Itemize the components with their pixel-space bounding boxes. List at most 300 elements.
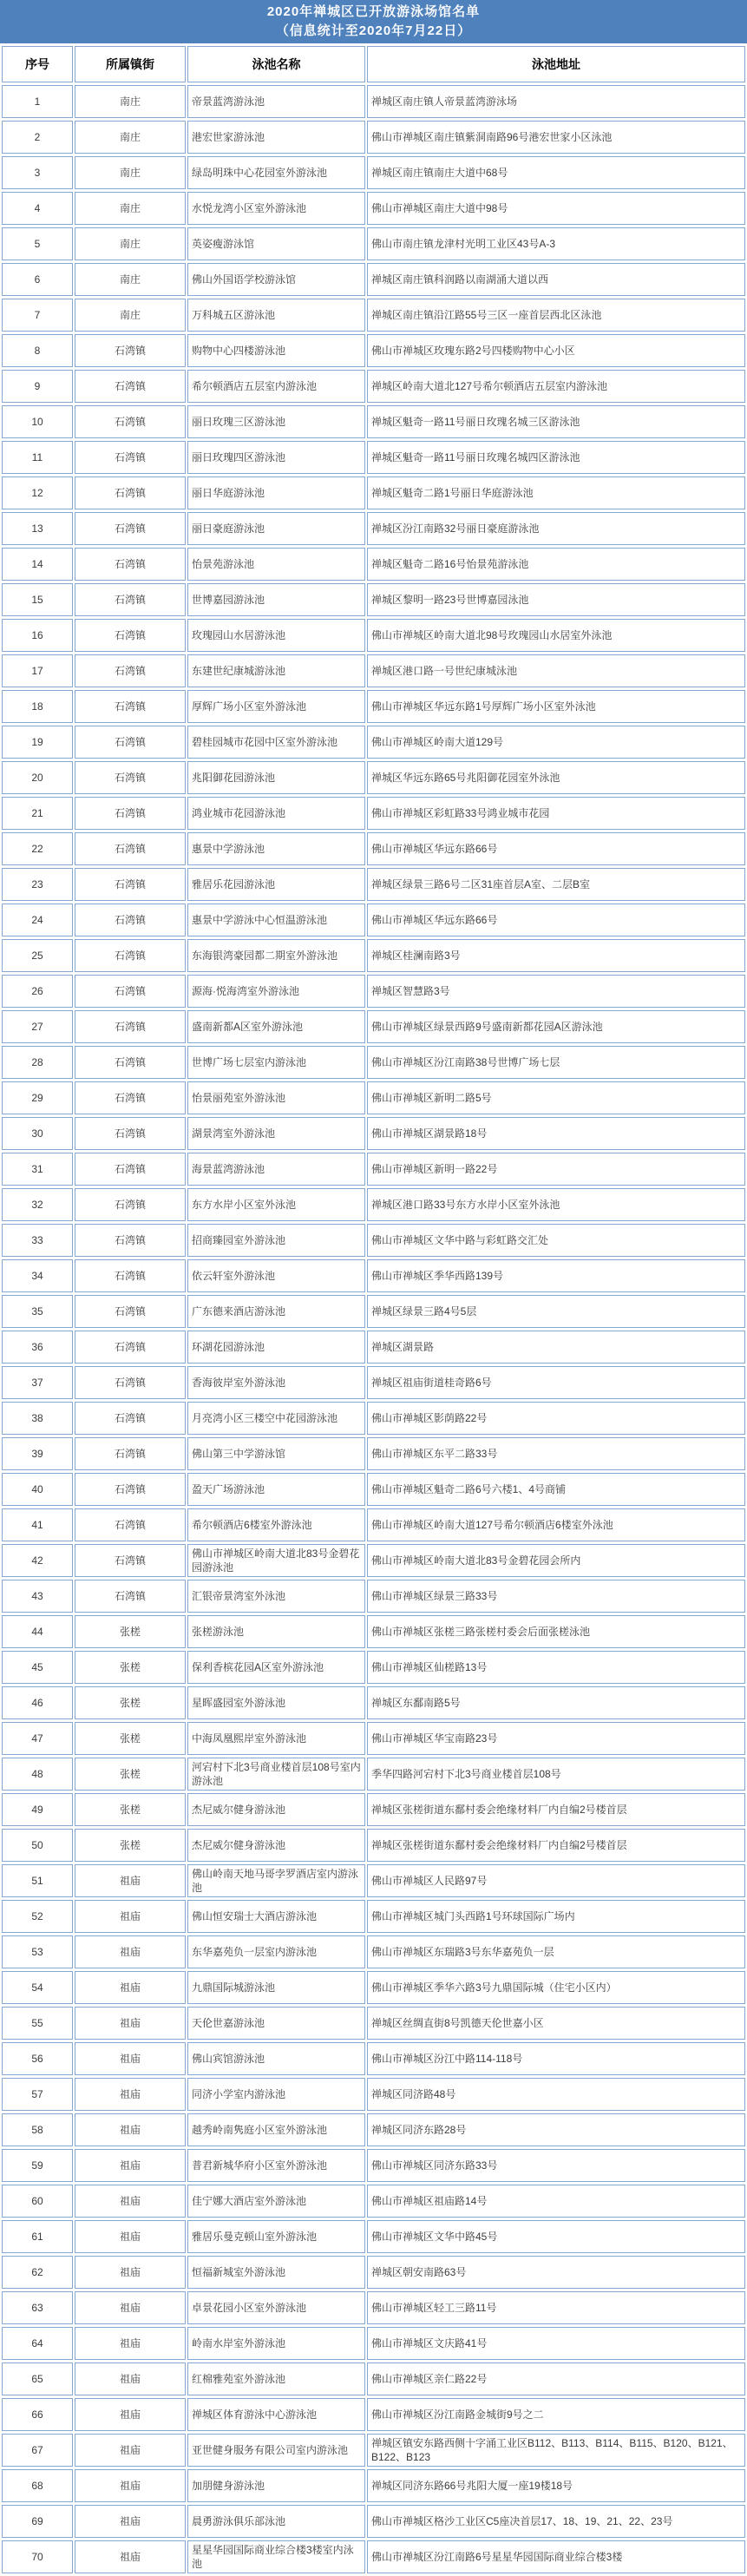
cell-index: 58: [2, 2113, 73, 2146]
cell-pool-name: 汇银帝景湾室外泳池: [187, 1580, 365, 1613]
cell-town: 祖庙: [75, 1864, 186, 1897]
cell-town: 石湾镇: [75, 868, 186, 901]
table-row: [2, 1331, 745, 1364]
cell-pool-address: 佛山市禅城区汾江南路金城街9号之二: [367, 2398, 745, 2431]
cell-pool-name: 九鼎国际城游泳池: [187, 1971, 365, 2004]
table-row: [2, 263, 745, 296]
cell-pool-name: 万科城五区游泳池: [187, 299, 365, 332]
cell-index: 19: [2, 726, 73, 759]
cell-town: 祖庙: [75, 2362, 186, 2395]
cell-pool-name: 东海银湾豪园都二期室外游泳池: [187, 939, 365, 972]
cell-pool-address: 禅城区朝安南路63号: [367, 2256, 745, 2289]
table-row: [2, 2291, 745, 2324]
cell-index: 51: [2, 1864, 73, 1897]
table-row: [2, 1900, 745, 1933]
cell-index: 65: [2, 2362, 73, 2395]
cell-index: 46: [2, 1686, 73, 1719]
cell-town: 祖庙: [75, 1935, 186, 1968]
cell-pool-address: 佛山市禅城区东瑞路3号东华嘉苑负一层: [367, 1935, 745, 1968]
cell-pool-address: 佛山市禅城区绿景西路9号盛南新都花园A区游泳池: [367, 1010, 745, 1043]
cell-pool-address: 佛山市禅城区仙槎路13号: [367, 1651, 745, 1684]
cell-index: 70: [2, 2540, 73, 2573]
cell-town: 南庄: [75, 263, 186, 296]
cell-town: 石湾镇: [75, 512, 186, 545]
cell-pool-address: 佛山市禅城区华宝南路23号: [367, 1722, 745, 1755]
cell-town: 祖庙: [75, 2505, 186, 2538]
table-row: [2, 1081, 745, 1114]
table-row: [2, 2434, 745, 2467]
cell-pool-name: 佛山市禅城区岭南大道北83号金碧花园游泳池: [187, 1544, 365, 1577]
cell-town: 祖庙: [75, 2149, 186, 2182]
cell-pool-address: 佛山市禅城区岭南大道129号: [367, 726, 745, 759]
cell-index: 20: [2, 761, 73, 794]
cell-town: 石湾镇: [75, 1331, 186, 1364]
cell-pool-address: 佛山市禅城区东平二路33号: [367, 1437, 745, 1470]
cell-pool-address: 佛山市禅城区亲仁路22号: [367, 2362, 745, 2395]
cell-pool-address: 佛山市禅城区新明一路22号: [367, 1153, 745, 1186]
cell-pool-name: 水悦龙湾小区室外游泳池: [187, 192, 365, 225]
cell-pool-address: 禅城区镇安东路西侧十字涌工业区B112、B113、B114、B115、B120、B121、B122、B123: [367, 2434, 745, 2467]
cell-pool-address: 禅城区张槎街道东鄱村委会绝缘材料厂内自编2号楼首层: [367, 1829, 745, 1862]
cell-index: 13: [2, 512, 73, 545]
cell-pool-name: 希尔顿酒店五层室内游泳池: [187, 370, 365, 403]
table-row: [2, 476, 745, 509]
cell-town: 祖庙: [75, 2113, 186, 2146]
cell-index: 54: [2, 1971, 73, 2004]
cell-pool-name: 禅城区体育游泳中心游泳池: [187, 2398, 365, 2431]
cell-pool-address: 禅城区湖景路: [367, 1331, 745, 1364]
cell-town: 石湾镇: [75, 1188, 186, 1221]
cell-pool-name: 湖景湾室外游泳池: [187, 1117, 365, 1150]
cell-town: 石湾镇: [75, 1508, 186, 1541]
cell-town: 石湾镇: [75, 476, 186, 509]
cell-pool-name: 怡景丽苑室外游泳池: [187, 1081, 365, 1114]
table-row: [2, 121, 745, 154]
cell-index: 11: [2, 441, 73, 474]
cell-pool-address: 佛山市南庄镇龙津村光明工业区43号A-3: [367, 227, 745, 260]
cell-pool-name: 天伦世嘉游泳池: [187, 2007, 365, 2040]
cell-pool-name: 丽日豪庭游泳池: [187, 512, 365, 545]
cell-pool-address: 佛山市禅城区华远东路66号: [367, 832, 745, 865]
table-row: [2, 2540, 745, 2573]
cell-pool-address: 禅城区智慧路3号: [367, 975, 745, 1008]
table-row: [2, 2362, 745, 2395]
table-row: [2, 1473, 745, 1506]
cell-town: 祖庙: [75, 2434, 186, 2467]
page-title-line1: 2020年禅城区已开放游泳场馆名单: [266, 4, 481, 20]
cell-index: 64: [2, 2327, 73, 2360]
cell-pool-address: 佛山市禅城区城门头西路1号环球国际广场内: [367, 1900, 745, 1933]
column-header-town: 所属镇街: [75, 46, 186, 82]
cell-town: 祖庙: [75, 2042, 186, 2075]
cell-pool-address: 禅城区张槎街道东鄱村委会绝缘材料厂内自编2号楼首层: [367, 1793, 745, 1826]
table-row: [2, 2327, 745, 2360]
cell-pool-name: 岭南水岸室外游泳池: [187, 2327, 365, 2360]
table-row: [2, 1722, 745, 1755]
cell-pool-address: 禅城区魁奇二路16号怡景苑游泳池: [367, 548, 745, 581]
cell-pool-name: 玫瑰园山水居游泳池: [187, 619, 365, 652]
cell-pool-address: 佛山市禅城区绿景三路33号: [367, 1580, 745, 1613]
cell-town: 南庄: [75, 192, 186, 225]
cell-pool-name: 惠景中学游泳中心恒温游泳池: [187, 904, 365, 936]
cell-pool-address: 禅城区南庄镇沿江路55号三区一座首层西北区泳池: [367, 299, 745, 332]
table-row: [2, 1295, 745, 1328]
table-row: [2, 2149, 745, 2182]
cell-index: 16: [2, 619, 73, 652]
cell-index: 69: [2, 2505, 73, 2538]
table-row: [2, 370, 745, 403]
cell-index: 38: [2, 1402, 73, 1435]
cell-pool-address: 佛山市禅城区祖庙路14号: [367, 2185, 745, 2218]
table-row: [2, 1117, 745, 1150]
cell-pool-address: 佛山市禅城区华远东路1号厚辉广场小区室外泳池: [367, 690, 745, 723]
cell-pool-name: 世博广场七层室内游泳池: [187, 1046, 365, 1079]
cell-pool-address: 禅城区祖庙街道桂奇路6号: [367, 1366, 745, 1399]
cell-town: 祖庙: [75, 2078, 186, 2111]
cell-index: 40: [2, 1473, 73, 1506]
table-row: [2, 619, 745, 652]
cell-town: 祖庙: [75, 2398, 186, 2431]
cell-town: 石湾镇: [75, 1402, 186, 1435]
cell-index: 67: [2, 2434, 73, 2467]
table-row: [2, 1046, 745, 1079]
cell-pool-name: 香海彼岸室外游泳池: [187, 1366, 365, 1399]
cell-pool-address: 禅城区绿景三路4号5层: [367, 1295, 745, 1328]
cell-index: 7: [2, 299, 73, 332]
table-row: [2, 2185, 745, 2218]
cell-pool-name: 越秀岭南隽庭小区室外游泳池: [187, 2113, 365, 2146]
table-row: [2, 156, 745, 189]
table-row: [2, 2256, 745, 2289]
cell-pool-address: 禅城区东鄱南路5号: [367, 1686, 745, 1719]
cell-town: 祖庙: [75, 2220, 186, 2253]
cell-pool-name: 佛山宾馆游泳池: [187, 2042, 365, 2075]
cell-town: 石湾镇: [75, 405, 186, 438]
cell-index: 1: [2, 85, 73, 118]
cell-pool-name: 佛山第三中学游泳馆: [187, 1437, 365, 1470]
cell-index: 21: [2, 797, 73, 830]
cell-pool-address: 禅城区岭南大道北127号希尔顿酒店五层室内游泳池: [367, 370, 745, 403]
cell-town: 石湾镇: [75, 832, 186, 865]
cell-pool-address: 佛山市禅城区轻工三路11号: [367, 2291, 745, 2324]
cell-pool-address: 佛山市禅城区新明二路5号: [367, 1081, 745, 1114]
cell-town: 南庄: [75, 299, 186, 332]
table-row: [2, 1010, 745, 1043]
cell-pool-address: 佛山市禅城区岭南大道北83号金碧花园会所内: [367, 1544, 745, 1577]
cell-town: 南庄: [75, 227, 186, 260]
table-row: [2, 1224, 745, 1257]
cell-town: 石湾镇: [75, 370, 186, 403]
cell-town: 石湾镇: [75, 975, 186, 1008]
cell-pool-name: 碧桂园城市花园中区室外游泳池: [187, 726, 365, 759]
cell-index: 6: [2, 263, 73, 296]
cell-index: 18: [2, 690, 73, 723]
cell-index: 45: [2, 1651, 73, 1684]
cell-town: 石湾镇: [75, 1081, 186, 1114]
cell-pool-address: 佛山市禅城区岭南大道127号希尔顿酒店6楼室外泳池: [367, 1508, 745, 1541]
cell-index: 32: [2, 1188, 73, 1221]
cell-pool-name: 盛南新都A区室外游泳池: [187, 1010, 365, 1043]
cell-index: 41: [2, 1508, 73, 1541]
cell-pool-address: 禅城区桂澜南路3号: [367, 939, 745, 972]
cell-town: 张槎: [75, 1722, 186, 1755]
cell-pool-address: 禅城区绿景三路6号二区31座首层A室、二层B室: [367, 868, 745, 901]
cell-pool-address: 季华四路河宕村下北3号商业楼首层108号: [367, 1758, 745, 1791]
cell-town: 石湾镇: [75, 1437, 186, 1470]
table-row: [2, 939, 745, 972]
cell-pool-address: 禅城区魁奇一路11号丽日玫瑰名城三区游泳池: [367, 405, 745, 438]
cell-town: 石湾镇: [75, 441, 186, 474]
table-row: [2, 1864, 745, 1897]
cell-index: 57: [2, 2078, 73, 2111]
cell-town: 祖庙: [75, 2256, 186, 2289]
cell-index: 27: [2, 1010, 73, 1043]
cell-index: 2: [2, 121, 73, 154]
cell-town: 石湾镇: [75, 619, 186, 652]
cell-index: 39: [2, 1437, 73, 1470]
table-row: [2, 1188, 745, 1221]
cell-pool-address: 佛山市禅城区华远东路66号: [367, 904, 745, 936]
cell-town: 南庄: [75, 121, 186, 154]
cell-pool-name: 卓景花园小区室外游泳池: [187, 2291, 365, 2324]
table-row: [2, 2007, 745, 2040]
table-row: [2, 441, 745, 474]
cell-index: 52: [2, 1900, 73, 1933]
cell-pool-address: 禅城区黎明一路23号世博嘉园泳池: [367, 583, 745, 616]
cell-index: 12: [2, 476, 73, 509]
cell-pool-address: 禅城区华远东路65号兆阳御花园室外泳池: [367, 761, 745, 794]
cell-pool-name: 同济小学室内游泳池: [187, 2078, 365, 2111]
cell-town: 石湾镇: [75, 1046, 186, 1079]
cell-town: 石湾镇: [75, 334, 186, 367]
cell-town: 祖庙: [75, 2185, 186, 2218]
column-header-name: 泳池名称: [187, 46, 365, 82]
cell-index: 28: [2, 1046, 73, 1079]
cell-pool-address: 佛山市禅城区岭南大道北98号玫瑰园山水居室外泳池: [367, 619, 745, 652]
cell-pool-address: 禅城区港口路一号世纪康城泳池: [367, 654, 745, 687]
cell-pool-address: 佛山市禅城区季华六路3号九鼎国际城（住宅小区内）: [367, 1971, 745, 2004]
table-row: [2, 1259, 745, 1292]
cell-index: 24: [2, 904, 73, 936]
cell-index: 10: [2, 405, 73, 438]
cell-pool-address: 禅城区南庄镇人帝景蓝湾游泳场: [367, 85, 745, 118]
table-row: [2, 334, 745, 367]
pool-table: [0, 43, 747, 2576]
cell-pool-name: 加朋健身游泳池: [187, 2469, 365, 2502]
table-row: [2, 1580, 745, 1613]
cell-pool-name: 鸿业城市花园游泳池: [187, 797, 365, 830]
cell-pool-name: 红棉雅苑室外游泳池: [187, 2362, 365, 2395]
cell-pool-name: 帝景蓝湾游泳池: [187, 85, 365, 118]
cell-index: 14: [2, 548, 73, 581]
cell-pool-name: 东方水岸小区室外泳池: [187, 1188, 365, 1221]
cell-index: 17: [2, 654, 73, 687]
table-row: [2, 975, 745, 1008]
cell-pool-name: 雅居乐曼克顿山室外游泳池: [187, 2220, 365, 2253]
cell-index: 33: [2, 1224, 73, 1257]
cell-pool-address: 禅城区魁奇一路11号丽日玫瑰名城四区游泳池: [367, 441, 745, 474]
table-row: [2, 1829, 745, 1862]
cell-pool-name: 中海凤凰熙岸室外游泳池: [187, 1722, 365, 1755]
cell-pool-name: 恒福新城室外游泳池: [187, 2256, 365, 2289]
cell-pool-address: 禅城区南庄镇科润路以南湖涌大道以西: [367, 263, 745, 296]
cell-index: 4: [2, 192, 73, 225]
cell-town: 石湾镇: [75, 583, 186, 616]
cell-town: 石湾镇: [75, 1010, 186, 1043]
cell-pool-name: 佛山岭南天地马哥孛罗酒店室内游泳池: [187, 1864, 365, 1897]
cell-pool-name: 星星华园国际商业综合楼3楼室内泳池: [187, 2540, 365, 2573]
table-row: [2, 761, 745, 794]
cell-index: 3: [2, 156, 73, 189]
table-header-row: [2, 46, 745, 82]
cell-index: 29: [2, 1081, 73, 1114]
cell-index: 56: [2, 2042, 73, 2075]
cell-town: 石湾镇: [75, 1366, 186, 1399]
cell-pool-address: 禅城区汾江南路32号丽日豪庭游泳池: [367, 512, 745, 545]
cell-pool-address: 佛山市禅城区季华西路139号: [367, 1259, 745, 1292]
cell-pool-name: 东华嘉苑负一层室内游泳池: [187, 1935, 365, 1968]
cell-pool-name: 普君新城华府小区室外游泳池: [187, 2149, 365, 2182]
cell-town: 石湾镇: [75, 797, 186, 830]
table-row: [2, 583, 745, 616]
table-row: [2, 726, 745, 759]
cell-pool-name: 海景蓝湾游泳池: [187, 1153, 365, 1186]
cell-pool-name: 雅居乐花园游泳池: [187, 868, 365, 901]
cell-town: 石湾镇: [75, 1117, 186, 1150]
cell-pool-address: 禅城区港口路33号东方水岸小区室外泳池: [367, 1188, 745, 1221]
cell-pool-name: 星晖盛园室外游泳池: [187, 1686, 365, 1719]
cell-index: 8: [2, 334, 73, 367]
cell-town: 石湾镇: [75, 904, 186, 936]
cell-town: 祖庙: [75, 2327, 186, 2360]
page-title: [0, 0, 747, 43]
table-row: [2, 654, 745, 687]
cell-index: 43: [2, 1580, 73, 1613]
cell-pool-address: 佛山市禅城区彩虹路33号鸿业城市花园: [367, 797, 745, 830]
table-row: [2, 299, 745, 332]
cell-pool-address: 佛山市禅城区影荫路22号: [367, 1402, 745, 1435]
cell-pool-name: 保利香槟花园A区室外游泳池: [187, 1651, 365, 1684]
cell-index: 50: [2, 1829, 73, 1862]
table-row: [2, 2398, 745, 2431]
cell-town: 祖庙: [75, 2291, 186, 2324]
cell-town: 石湾镇: [75, 1295, 186, 1328]
table-row: [2, 1402, 745, 1435]
table-row: [2, 192, 745, 225]
cell-index: 49: [2, 1793, 73, 1826]
cell-pool-name: 怡景苑游泳池: [187, 548, 365, 581]
table-row: [2, 2078, 745, 2111]
table-row: [2, 85, 745, 118]
cell-town: 石湾镇: [75, 1224, 186, 1257]
cell-pool-address: 佛山市禅城区湖景路18号: [367, 1117, 745, 1150]
column-header-address: 泳池地址: [367, 46, 745, 82]
table-row: [2, 868, 745, 901]
cell-index: 66: [2, 2398, 73, 2431]
cell-index: 31: [2, 1153, 73, 1186]
cell-pool-name: 佛山外国语学校游泳馆: [187, 263, 365, 296]
cell-index: 53: [2, 1935, 73, 1968]
cell-pool-name: 源海·悦海湾室外游泳池: [187, 975, 365, 1008]
cell-index: 25: [2, 939, 73, 972]
cell-index: 68: [2, 2469, 73, 2502]
cell-pool-name: 兆阳御花园游泳池: [187, 761, 365, 794]
cell-town: 石湾镇: [75, 548, 186, 581]
cell-pool-address: 禅城区同济东路28号: [367, 2113, 745, 2146]
cell-index: 62: [2, 2256, 73, 2289]
cell-town: 祖庙: [75, 2007, 186, 2040]
cell-index: 48: [2, 1758, 73, 1791]
cell-pool-address: 佛山市禅城区文华中路45号: [367, 2220, 745, 2253]
cell-town: 祖庙: [75, 2540, 186, 2573]
cell-town: 石湾镇: [75, 1544, 186, 1577]
cell-pool-name: 丽日玫瑰三区游泳池: [187, 405, 365, 438]
table-row: [2, 1615, 745, 1648]
cell-pool-address: 禅城区同济东路66号兆阳大厦一座19楼18号: [367, 2469, 745, 2502]
cell-pool-address: 佛山市禅城区同济东路33号: [367, 2149, 745, 2182]
cell-index: 22: [2, 832, 73, 865]
cell-index: 60: [2, 2185, 73, 2218]
cell-pool-name: 月亮湾小区三楼空中花园游泳池: [187, 1402, 365, 1435]
table-row: [2, 1686, 745, 1719]
cell-pool-name: 英姿瘦游泳馆: [187, 227, 365, 260]
cell-town: 石湾镇: [75, 690, 186, 723]
table-row: [2, 904, 745, 936]
table-row: [2, 1651, 745, 1684]
cell-index: 23: [2, 868, 73, 901]
cell-town: 石湾镇: [75, 1153, 186, 1186]
cell-pool-name: 绿岛明珠中心花园室外游泳池: [187, 156, 365, 189]
cell-pool-name: 杰尼威尔健身游泳池: [187, 1829, 365, 1862]
cell-pool-name: 依云轩室外游泳池: [187, 1259, 365, 1292]
column-header-index: 序号: [2, 46, 73, 82]
cell-index: 44: [2, 1615, 73, 1648]
cell-pool-address: 佛山市禅城区汾江南路38号世博广场七层: [367, 1046, 745, 1079]
cell-pool-address: 禅城区丝绸直街8号凯德天伦世嘉小区: [367, 2007, 745, 2040]
table-row: [2, 227, 745, 260]
table-row: [2, 2042, 745, 2075]
cell-pool-address: 佛山市禅城区魁奇二路6号六楼1、4号商铺: [367, 1473, 745, 1506]
cell-town: 张槎: [75, 1686, 186, 1719]
cell-pool-address: 佛山市禅城区汾江中路114-118号: [367, 2042, 745, 2075]
cell-index: 34: [2, 1259, 73, 1292]
table-row: [2, 1437, 745, 1470]
cell-index: 9: [2, 370, 73, 403]
cell-pool-address: 佛山市禅城区玫瑰东路2号四楼购物中心小区: [367, 334, 745, 367]
cell-pool-name: 惠景中学游泳池: [187, 832, 365, 865]
cell-pool-name: 盈天广场游泳池: [187, 1473, 365, 1506]
cell-town: 祖庙: [75, 2469, 186, 2502]
cell-town: 张槎: [75, 1829, 186, 1862]
cell-town: 石湾镇: [75, 726, 186, 759]
cell-index: 63: [2, 2291, 73, 2324]
cell-index: 55: [2, 2007, 73, 2040]
table-row: [2, 2220, 745, 2253]
table-row: [2, 2505, 745, 2538]
cell-town: 石湾镇: [75, 1259, 186, 1292]
table-row: [2, 1971, 745, 2004]
cell-pool-name: 河宕村下北3号商业楼首层108号室内游泳池: [187, 1758, 365, 1791]
cell-index: 37: [2, 1366, 73, 1399]
table-row: [2, 405, 745, 438]
table-row: [2, 1366, 745, 1399]
cell-pool-name: 希尔顿酒店6楼室外游泳池: [187, 1508, 365, 1541]
cell-pool-name: 张槎游泳池: [187, 1615, 365, 1648]
table-row: [2, 797, 745, 830]
cell-pool-name: 丽日玫瑰四区游泳池: [187, 441, 365, 474]
table-row: [2, 2113, 745, 2146]
cell-town: 张槎: [75, 1793, 186, 1826]
